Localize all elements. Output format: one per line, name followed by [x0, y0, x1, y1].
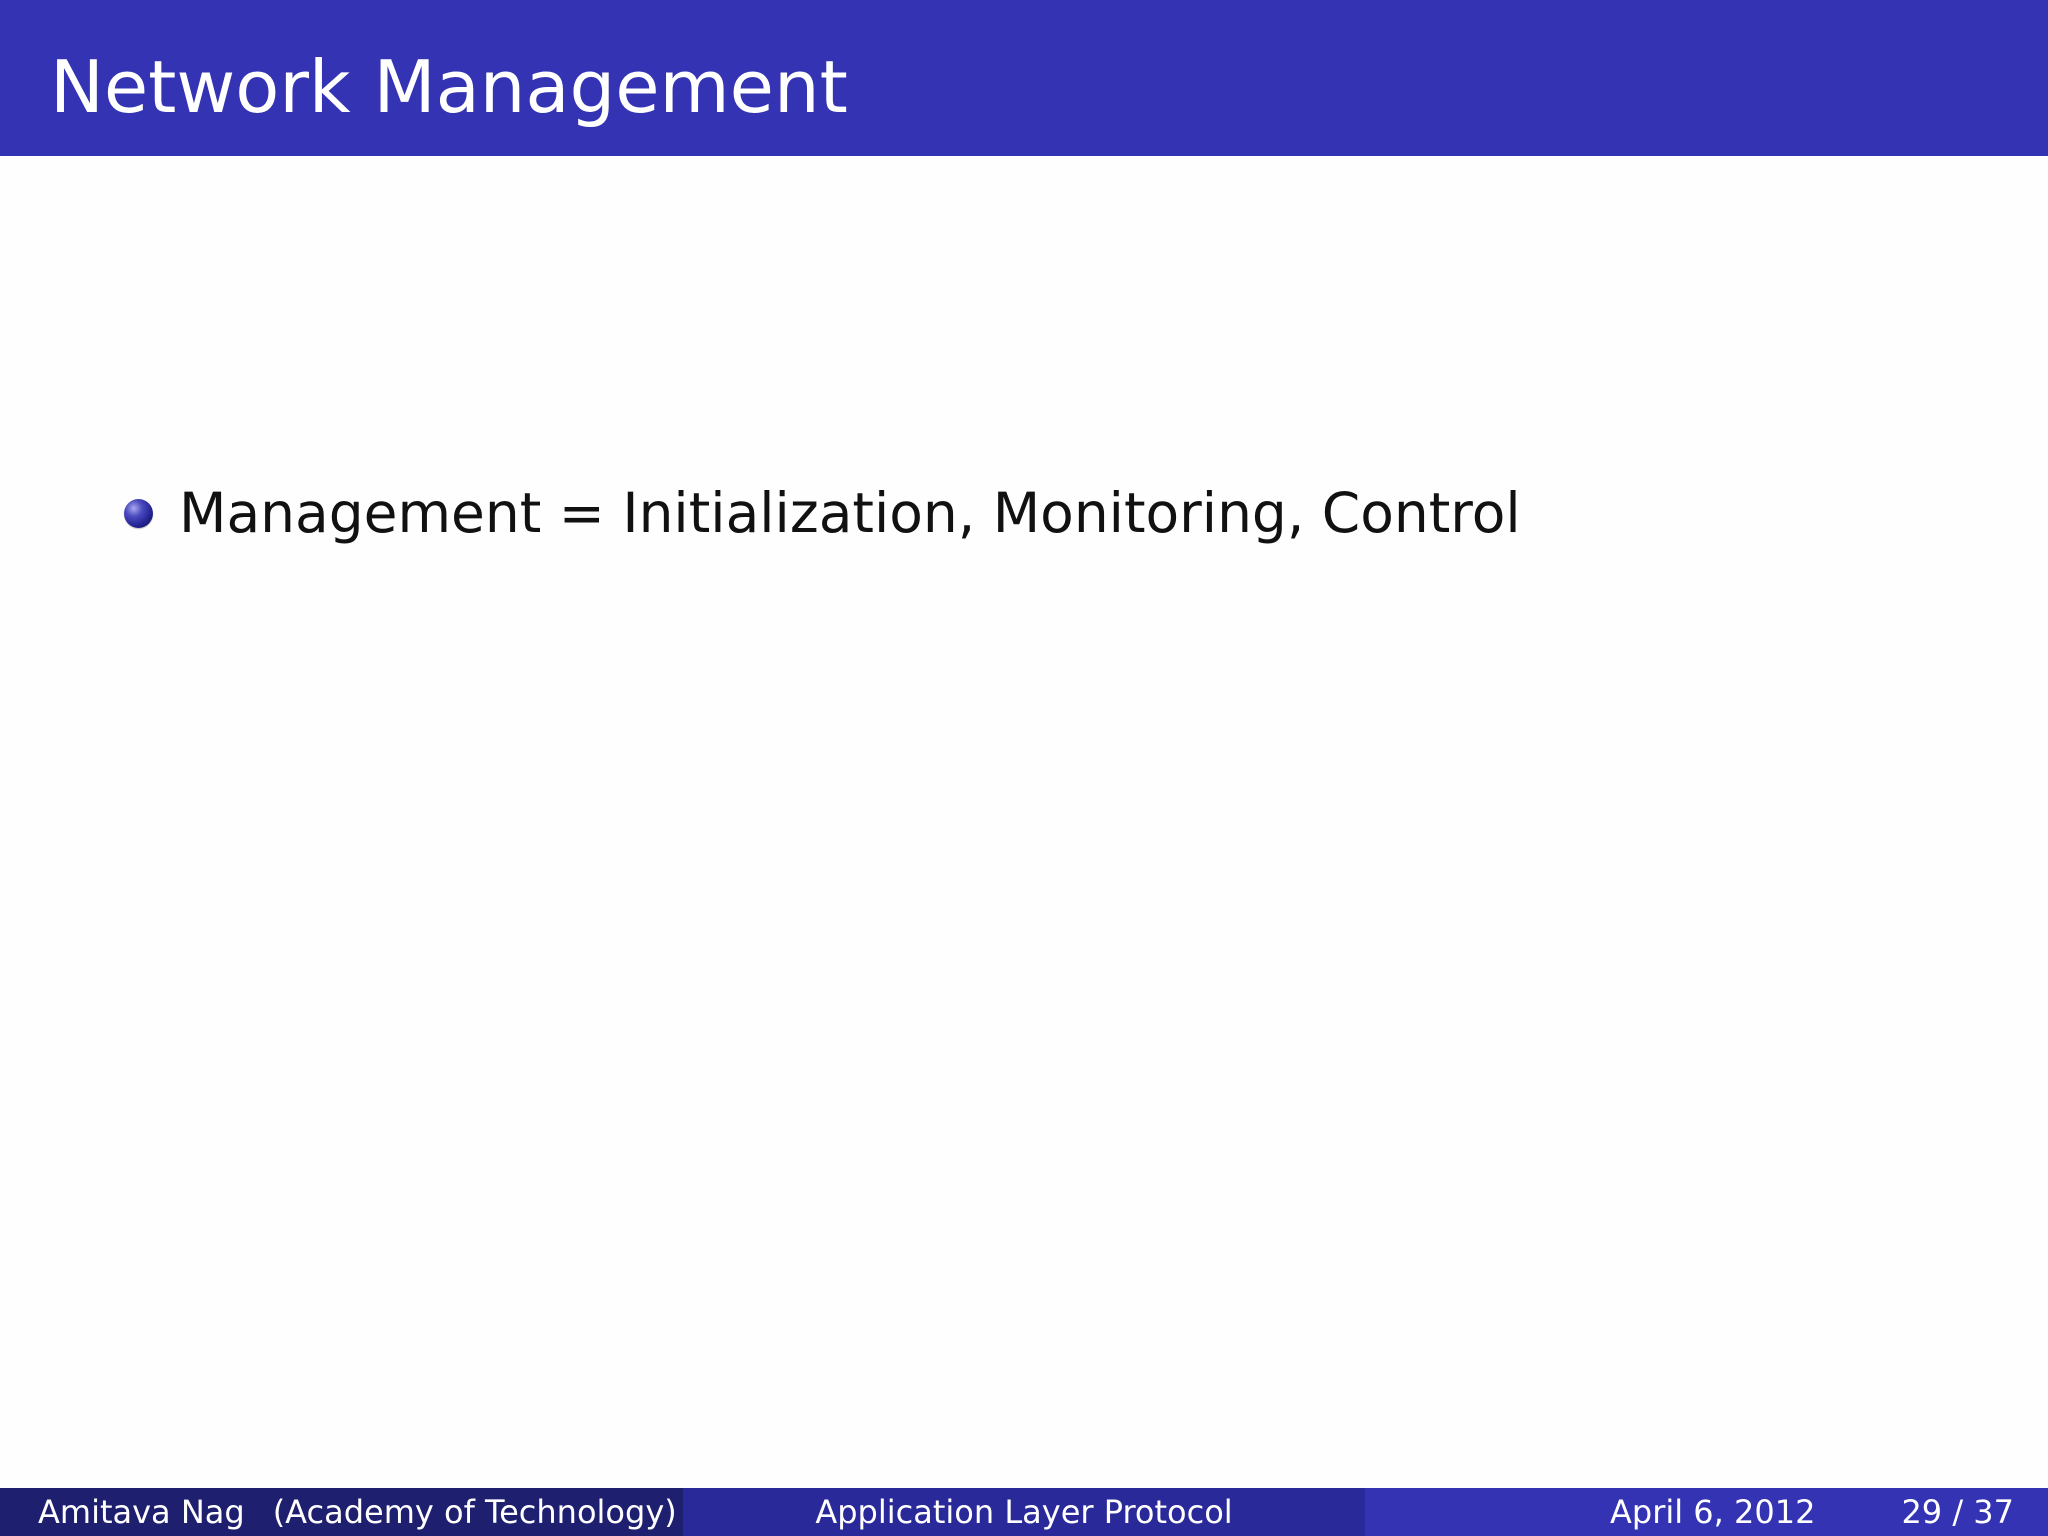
slide-header	[0, 0, 2048, 156]
footer-author: Amitava Nag	[38, 1493, 245, 1531]
bullet-list-item	[124, 470, 1521, 556]
slide-footer	[0, 1488, 2048, 1536]
footer-institution: (Academy of Technology)	[272, 1493, 677, 1531]
footer-date: April 6, 2012	[1609, 1493, 1816, 1531]
footer-presentation-title: Application Layer Protocol	[815, 1493, 1233, 1531]
footer-title-section	[683, 1488, 1365, 1536]
footer-date-page-section	[1365, 1488, 2048, 1536]
footer-page-number: 29 / 37	[1901, 1493, 2014, 1531]
slide-title: Network Management	[50, 45, 848, 129]
bullet-text: Management = Initialization, Monitoring, Control	[179, 481, 1521, 545]
bullet-sphere-icon	[124, 499, 153, 528]
footer-author-section	[0, 1488, 683, 1536]
